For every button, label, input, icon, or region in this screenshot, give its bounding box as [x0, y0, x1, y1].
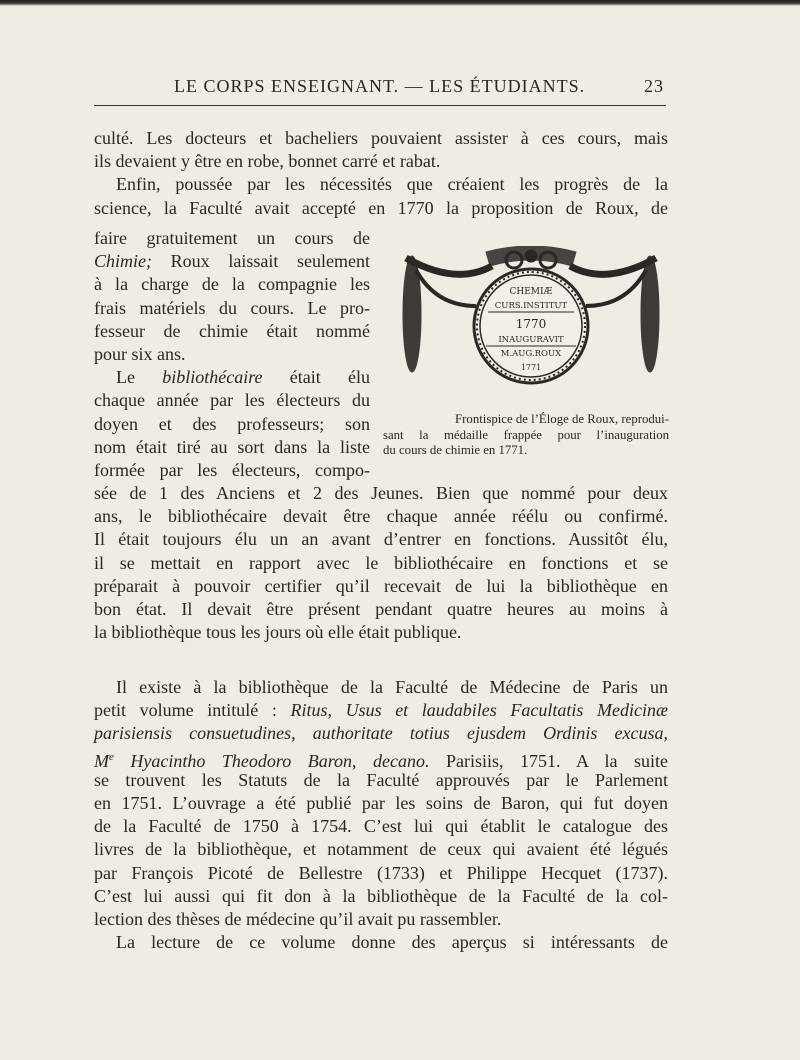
text-line	[94, 366, 370, 389]
text-line: lection des thèses de médecine qu’il avait pu rassembler.	[94, 908, 502, 929]
text-line	[94, 746, 668, 769]
italic-title: parisiensis consuetudines, authoritate totius ejusdem Ordinis excusa,	[94, 723, 668, 744]
text-fragment: Parisiis, 1751. A la suite	[446, 750, 669, 771]
page-number: 23	[644, 76, 664, 96]
text-line: nom était tiré au sort dans la liste	[94, 436, 370, 457]
text-line: science, la Faculté avait accepté en 1770 la proposition de Roux, de	[94, 197, 668, 218]
medal-text: 1771	[520, 363, 542, 372]
text-line: bon état. Il devait être présent pendant quatre heures au moins à	[94, 598, 668, 619]
text-line: de la Faculté de 1750 à 1754. C’est lui qui établit le catalogue des	[94, 816, 668, 837]
text-fragment: M	[94, 750, 109, 771]
text-line: préparait à pouvoir certifier qu’il recevait de lui la bibliothèque en	[94, 575, 668, 596]
left-column	[94, 227, 370, 482]
text-line: Il existe à la bibliothèque de la Faculté de Médecine de Paris un	[116, 677, 668, 697]
italic-term: decano.	[373, 750, 430, 771]
italic-term: bibliothécaire	[162, 367, 263, 388]
text-line: la bibliothèque tous les jours où elle était publique.	[94, 622, 462, 643]
running-head-title: LE CORPS ENSEIGNANT. — LES ÉTUDIANTS.	[174, 76, 586, 96]
superscript: e	[109, 750, 114, 763]
text-line: pour six ans.	[94, 343, 186, 364]
text-line: ans, le bibliothécaire devait être chaque année réélu ou confirmé.	[94, 506, 668, 527]
italic-name: Hyacintho Theodoro Baron	[130, 750, 353, 771]
text-line: livres de la bibliothèque, et notamment de ceux qui avaient été légués	[94, 839, 668, 860]
top-paragraph	[94, 127, 668, 220]
caption-line: du cours de chimie en 1771.	[383, 443, 528, 457]
text-line: chaque année par les électeurs du	[94, 390, 370, 411]
medal-text: INAUGURAVIT	[498, 335, 564, 345]
text-line: sée de 1 des Anciens et 2 des Jeunes. Bien que nommé pour deux	[94, 483, 668, 503]
text-line: frais matériels du cours. Le pro-	[94, 297, 370, 318]
text-line: il se mettait en rapport avec le bibliothécaire en fonctions et se	[94, 552, 668, 573]
header-rule	[94, 105, 666, 106]
caption-line: Frontispice de l’Éloge de Roux, reprodui-	[455, 412, 669, 426]
text-line: formée par les électeurs, compo-	[94, 459, 370, 480]
text-line: doyen et des professeurs; son	[94, 413, 370, 434]
text-fragment: était élu	[289, 367, 371, 388]
text-line: ils devaient y être en robe, bonnet carré et rabat.	[94, 151, 441, 172]
text-line: Enfin, poussée par les nécessités que créaient les progrès de la	[116, 174, 668, 195]
middle-paragraph	[94, 482, 668, 644]
text-line: se trouvent les Statuts de la Faculté approuvés par le Parlement	[94, 769, 668, 790]
text-line: Il était toujours élu un an avant d’entrer en fonctions. Aussitôt élu,	[94, 529, 668, 550]
medal-frontispiece-image	[396, 246, 666, 386]
text-line: en 1751. L’ouvrage a été publié par les soins de Baron, qui fut doyen	[94, 792, 668, 813]
caption-line: sant la médaille frappée pour l’inauguration	[383, 427, 669, 442]
text-fragment: Le	[116, 367, 135, 388]
text-line	[94, 699, 668, 722]
text-fragment: Roux laissait seulement	[170, 251, 370, 272]
text-line: La lecture de ce volume donne des aperçus si intéressants de	[116, 932, 668, 953]
figure-caption	[383, 412, 669, 459]
text-line: fesseur de chimie était nommé	[94, 320, 370, 341]
text-line: culté. Les docteurs et bacheliers pouvaient assister à ces cours, mais	[94, 128, 668, 148]
italic-title: Ritus, Usus et laudabiles Facultatis Medicinæ	[290, 700, 668, 721]
text-fragment: petit volume intitulé :	[94, 700, 277, 721]
medal-text: M.AUG.ROUX	[500, 349, 562, 359]
page-top-edge	[0, 0, 800, 6]
bottom-paragraph	[94, 676, 668, 954]
text-line: à la charge de la compagnie les	[94, 274, 370, 295]
text-line: C’est lui aussi qui fit don à la bibliothèque de la Faculté de la col-	[94, 885, 668, 906]
text-line: faire gratuitement un cours de	[94, 228, 370, 248]
text-line: par François Picoté de Bellestre (1733) et Philippe Hecquet (1737).	[94, 862, 668, 883]
italic-term: Chimie;	[94, 251, 152, 272]
medal-text: CHEMIÆ	[509, 287, 553, 297]
medal-text: 1770	[515, 317, 547, 331]
medal-text: CURS.INSTITUT	[494, 301, 568, 311]
text-line	[94, 722, 668, 745]
text-fragment: ,	[352, 750, 357, 771]
text-line	[94, 250, 370, 273]
